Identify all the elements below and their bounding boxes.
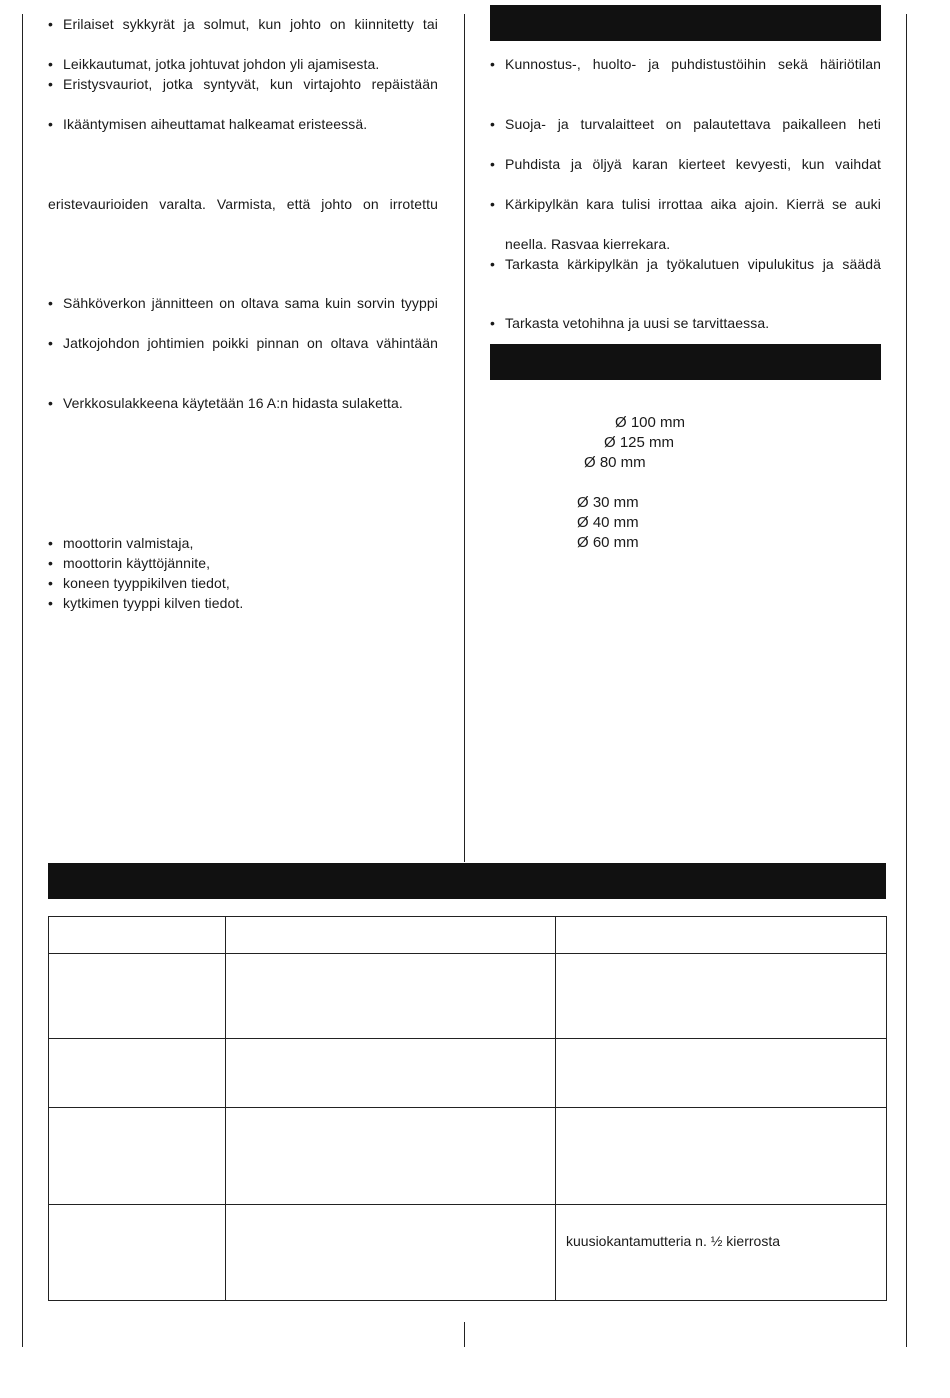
right-margin-rule [906, 14, 907, 1347]
table-cell [49, 954, 226, 1039]
table-header-row [49, 917, 887, 954]
table-cell [226, 917, 556, 954]
left-item-5: eristevaurioiden varalta. Varmista, että johto on irrotettu [48, 196, 438, 212]
table-cell [556, 1039, 887, 1108]
diameter-value: Ø 80 mm [584, 454, 646, 471]
left-item-2: • Leikkautumat, jotka johtuvat johdon yli ajamisesta. [48, 54, 379, 74]
left-item-8: • Verkkosulakkeena käytetään 16 A:n hidasta sulaketta. [48, 393, 403, 413]
left-item-6: • Sähköverkon jännitteen on oltava sama kuin sorvin tyyppi [48, 293, 438, 313]
right-item-3: • Puhdista ja öljyä karan kierteet kevyesti, kun vaihdat [490, 154, 881, 174]
diameter-value: Ø 125 mm [604, 434, 675, 451]
left-item-12: • kytkimen tyyppi kilven tiedot. [48, 593, 243, 613]
right-item-6: • Tarkasta kärkipylkän ja työkalutuen vipulukitus ja säädä [490, 254, 881, 274]
diameter-value: Ø 40 mm [577, 514, 639, 531]
section-heading-bar [48, 863, 886, 899]
diameter-value: Ø 30 mm [577, 494, 639, 511]
troubleshooting-table [48, 916, 887, 1301]
table-row [49, 1039, 887, 1108]
left-margin-rule [22, 14, 23, 1347]
table-row [49, 1108, 887, 1205]
table-cell [556, 954, 887, 1039]
left-item-10: • moottorin käyttöjännite, [48, 553, 210, 573]
right-item-2: • Suoja- ja turvalaitteet on palautettava paikalleen heti [490, 114, 881, 134]
left-item-11: • koneen tyyppikilven tiedot, [48, 573, 230, 593]
right-heading-bar-2 [490, 344, 881, 380]
left-item-4: • Ikääntymisen aiheuttamat halkeamat eristeessä. [48, 114, 367, 134]
table-cell [49, 917, 226, 954]
table-row [49, 1205, 887, 1301]
table-cell [226, 1039, 556, 1108]
left-item-3: • Eristysvauriot, jotka syntyvät, kun virtajohto repäistään [48, 74, 438, 94]
table-cell [226, 1205, 556, 1301]
table-row [49, 954, 887, 1039]
table-cell [49, 1108, 226, 1205]
table-cell [49, 1039, 226, 1108]
right-item-7: • Tarkasta vetohihna ja uusi se tarvittaessa. [490, 313, 769, 333]
table-cell: kuusiokantamutteria n. ½ kierrosta [556, 1205, 887, 1301]
table-cell [226, 1108, 556, 1205]
left-item-1: • Erilaiset sykkyrät ja solmut, kun johto on kiinnitetty tai [48, 14, 438, 34]
right-item-1: • Kunnostus-, huolto- ja puhdistustöihin sekä häiriötilan [490, 54, 881, 74]
diameter-value: Ø 100 mm [615, 414, 686, 431]
right-item-4: • Kärkipylkän kara tulisi irrottaa aika ajoin. Kierrä se auki [490, 194, 881, 214]
column-divider-bottom [464, 1322, 465, 1347]
table-cell [49, 1205, 226, 1301]
right-heading-bar-1 [490, 5, 881, 41]
column-divider [464, 14, 465, 862]
diameter-value: Ø 60 mm [577, 534, 639, 551]
right-item-5: neella. Rasvaa kierrekara. [505, 236, 671, 252]
left-item-9: • moottorin valmistaja, [48, 533, 193, 553]
left-item-7: • Jatkojohdon johtimien poikki pinnan on oltava vähintään [48, 333, 438, 353]
table-cell [556, 1108, 887, 1205]
table-cell [556, 917, 887, 954]
table-cell [226, 954, 556, 1039]
